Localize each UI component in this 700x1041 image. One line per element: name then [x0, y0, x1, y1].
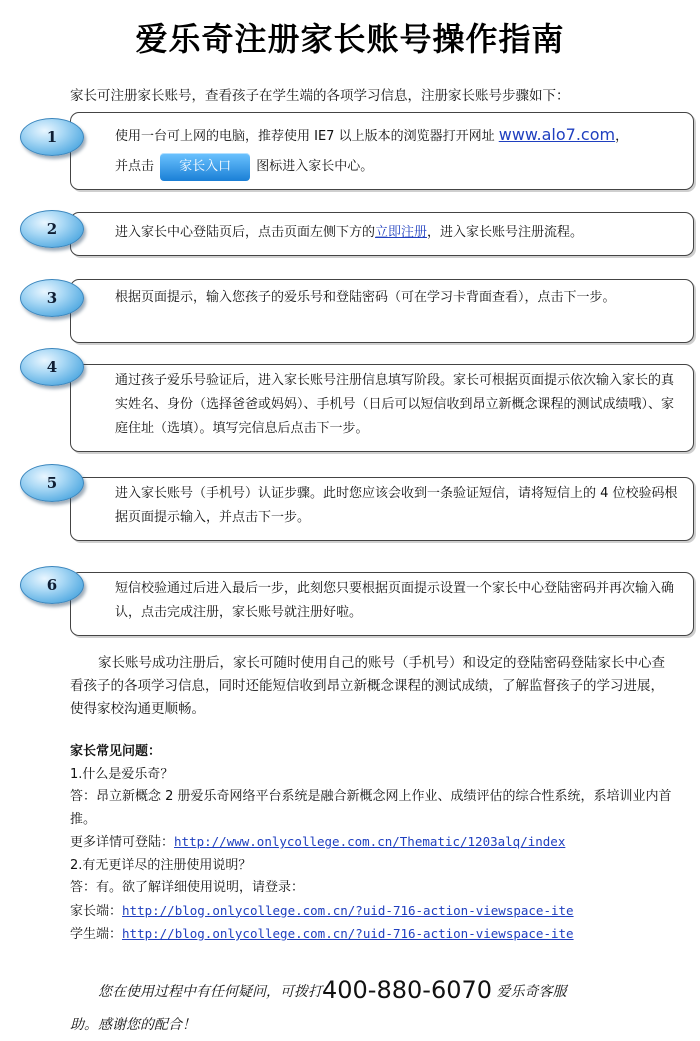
- faq-question-1: 1.什么是爱乐奇？: [70, 766, 174, 782]
- register-now-link[interactable]: 立即注册: [375, 225, 428, 240]
- closing-line-1: 您在使用过程中有任何疑问，可拨打400-880-6070 爱乐奇客服: [98, 976, 567, 1004]
- step-4-box: [70, 364, 694, 452]
- faq-section: [70, 741, 690, 947]
- hotline-number: 400-880-6070: [322, 976, 493, 1004]
- parent-guide-link[interactable]: http://blog.onlycollege.com.cn/?uid-716-action-viewspace-ite: [122, 902, 574, 918]
- step-1-line-1: 使用一台可上网的电脑，推荐使用 IE7 以上版本的浏览器打开网址 www.alo7.com，: [115, 125, 629, 144]
- step-1-badge: 1: [20, 118, 84, 156]
- faq-heading: 家长常见问题：: [70, 744, 162, 759]
- faq-student-link-row: 学生端：http://blog.onlycollege.com.cn/?uid-716-action-viewspace-ite: [70, 926, 574, 942]
- step-5-box: [70, 477, 694, 541]
- step-4-badge: 4: [20, 348, 84, 386]
- faq-answer-2: 答：有。欲了解详细使用说明，请登录：: [70, 880, 305, 895]
- student-guide-link[interactable]: http://blog.onlycollege.com.cn/?uid-716-action-viewspace-ite: [122, 926, 574, 941]
- step-5-badge: 5: [20, 464, 84, 502]
- step-1-box: [70, 112, 694, 190]
- faq-parent-link-row: 家长端：http://blog.onlycollege.com.cn/?uid-716-action-viewspace-ite: [70, 902, 574, 919]
- closing-line-2: 助。感谢您的配合！: [70, 1017, 196, 1033]
- step-2-badge: 2: [20, 210, 84, 248]
- step-3-text: 根据页面提示，输入您孩子的爱乐号和登陆密码（可在学习卡背面查看），点击下一步。: [115, 290, 616, 305]
- faq-more-info: 更多详情可登陆：http://www.onlycollege.com.cn/Thematic/1203alq/index: [70, 834, 566, 850]
- step-2-box: 进入家长中心登陆页后，点击页面左侧下方的立即注册，进入家长账号注册流程。: [70, 212, 694, 256]
- page-title: 爱乐奇注册家长账号操作指南: [135, 20, 565, 58]
- step-5-text: 进入家长账号（手机号）认证步骤。此时您应该会收到一条验证短信，请将短信上的 4 位校验码根据页面提示输入，并点击下一步。: [115, 486, 678, 525]
- more-info-link[interactable]: http://www.onlycollege.com.cn/Thematic/1203alq/index: [174, 834, 566, 849]
- step-3-badge: 3: [20, 279, 84, 317]
- step-4-text: 通过孩子爱乐号验证后，进入家长账号注册信息填写阶段。家长可根据页面提示依次输入家长的真实姓名、身份（选择爸爸或妈妈）、手机号（日后可以短信收到昂立新概念课程的测试成绩哦）、家庭住址（选填）。填写完信息后点击下一步。: [115, 373, 675, 436]
- step-6-text: 短信校验通过后进入最后一步，此刻您只要根据页面提示设置一个家长中心登陆密码并再次输入确认，点击完成注册，家长账号就注册好啦。: [115, 581, 675, 620]
- parent-entry-button[interactable]: 家长入口: [160, 153, 250, 181]
- intro-text: 家长可注册家长账号，查看孩子在学生端的各项学习信息，注册家长账号步骤如下：: [70, 88, 570, 104]
- summary-paragraph: 家长账号成功注册后，家长可随时使用自己的账号（手机号）和设定的登陆密码登陆家长中心查看孩子的各项学习信息，同时还能短信收到昂立新概念课程的测试成绩，了解监督孩子的学习进展，使得家校沟通更顺畅。: [70, 655, 665, 717]
- step-3-box: [70, 279, 694, 343]
- faq-answer-1: 答：昂立新概念 2 册爱乐奇网络平台系统是融合新概念网上作业、成绩评估的综合性系统，系培训业内首推。: [70, 789, 672, 827]
- faq-question-2: 2.有无更详尽的注册使用说明？: [70, 857, 252, 873]
- step-1-line-2: 并点击 家长入口 图标进入家长中心。: [115, 152, 685, 182]
- alo7-url-link[interactable]: www.alo7.com: [498, 125, 616, 144]
- step-6-badge: 6: [20, 566, 84, 604]
- step-6-box: [70, 572, 694, 636]
